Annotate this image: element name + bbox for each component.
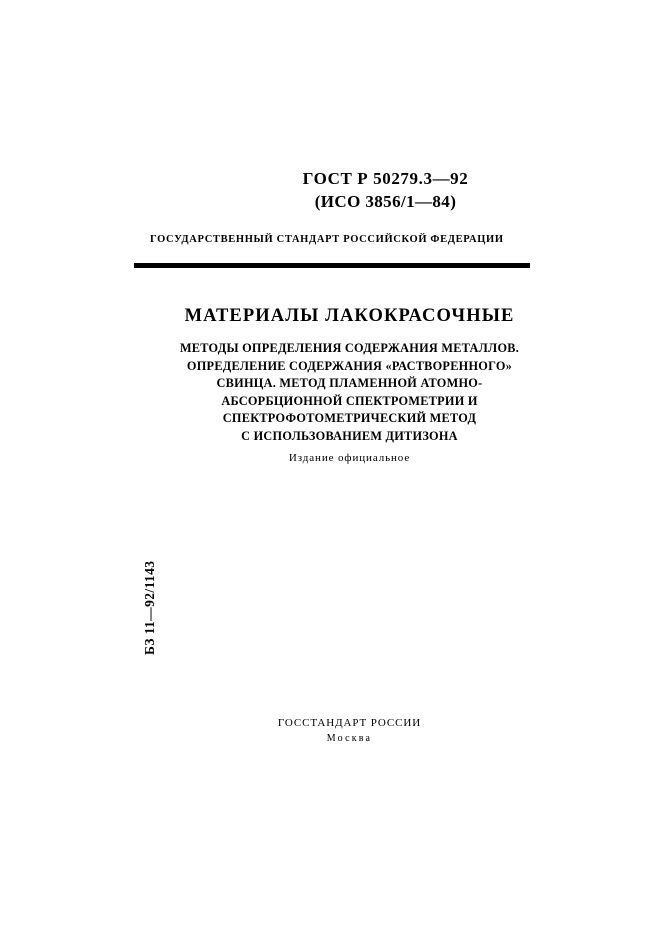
standard-number-iso: (ИСО 3856/1—84) [314, 192, 457, 211]
publisher-block [0, 716, 661, 746]
standard-number-block [0, 168, 661, 214]
side-margin-code [126, 545, 157, 665]
subtitle-line: СВИНЦА. МЕТОД ПЛАМЕННОЙ АТОМНО- [216, 376, 483, 391]
subtitle-line: АБСОРБЦИОННОЙ СПЕКТРОМЕТРИИ И [221, 393, 478, 408]
official-edition-note: Издание официальное [288, 452, 411, 464]
publisher-name: ГОССТАНДАРТ РОССИИ [277, 717, 422, 729]
subtitle-line: СПЕКТРОФОТОМЕТРИЧЕСКИЙ МЕТОД [222, 411, 477, 426]
side-margin-code-text: БЗ 11—92/1143 [142, 560, 157, 655]
standard-number-primary: ГОСТ Р 50279.3—92 [302, 169, 469, 188]
horizontal-divider [134, 263, 530, 268]
subtitle-line: С ИСПОЛЬЗОВАНИЕМ ДИТИЗОНА [241, 428, 458, 443]
document-subtitle [0, 340, 661, 446]
subtitle-line: ОПРЕДЕЛЕНИЕ СОДЕРЖАНИЯ «РАСТВОРЕННОГО» [186, 358, 513, 373]
publisher-city: Москва [326, 733, 373, 744]
page-title: МАТЕРИАЛЫ ЛАКОКРАСОЧНЫЕ [184, 306, 515, 326]
subtitle-line: МЕТОДЫ ОПРЕДЕЛЕНИЯ СОДЕРЖАНИЯ МЕТАЛЛОВ. [179, 341, 520, 355]
state-standard-label: ГОСУДАРСТВЕННЫЙ СТАНДАРТ РОССИЙСКОЙ ФЕДЕРАЦИИ [150, 234, 504, 245]
